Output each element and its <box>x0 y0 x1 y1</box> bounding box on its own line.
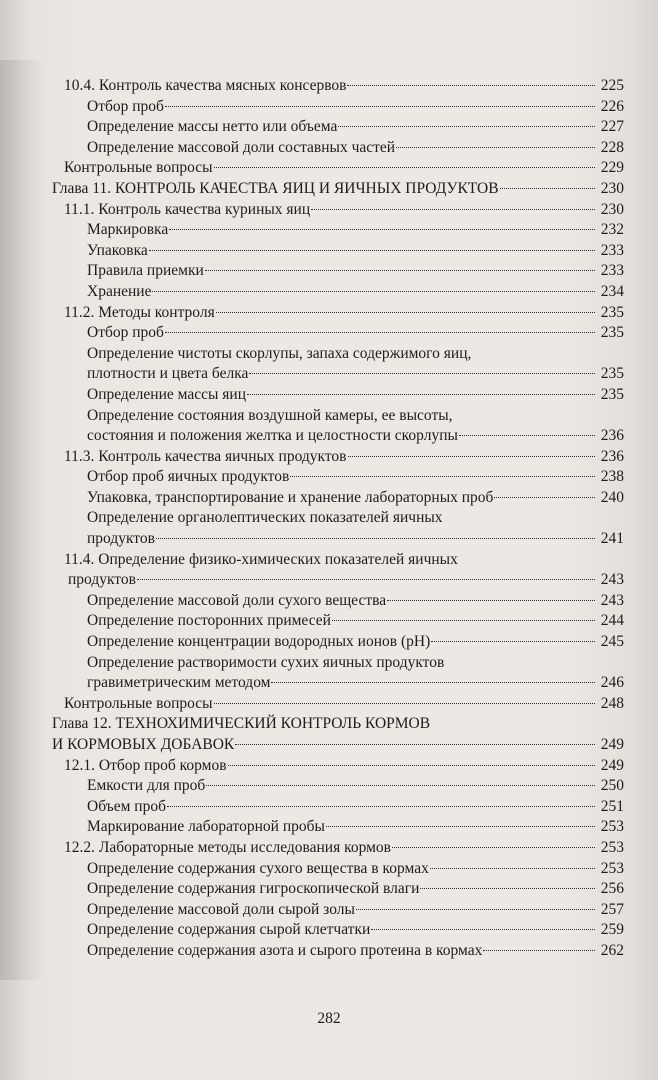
page-number: 282 <box>317 1010 341 1027</box>
toc-entry <box>0 817 658 838</box>
toc-entry-title: Определение концентрации водородных ионов (pH) <box>87 633 431 651</box>
toc-entry-title: Отбор проб <box>87 324 164 342</box>
dot-leader <box>206 785 595 786</box>
toc-entry-page: 235 <box>600 385 624 403</box>
toc-entry-title: Определение массы нетто или объема <box>87 118 338 136</box>
toc-entry-page: 253 <box>600 818 624 836</box>
toc-entry-page: 234 <box>600 282 624 300</box>
toc-entry-page: 243 <box>600 571 624 589</box>
toc-entry-page: 236 <box>600 447 624 465</box>
dot-leader <box>430 868 595 869</box>
toc-entry <box>0 467 658 488</box>
dot-leader <box>247 394 595 395</box>
toc-entry-page: 230 <box>600 200 624 218</box>
toc-entry-page: 233 <box>600 241 624 259</box>
dot-leader <box>387 600 595 601</box>
toc-entry-title: состояния и положения желтка и целостности скорлупы <box>87 427 458 445</box>
toc-entry <box>0 920 658 941</box>
table-of-contents <box>0 76 658 962</box>
toc-entry-title: продуктов <box>68 571 136 589</box>
toc-entry <box>0 261 658 282</box>
toc-entry-title: 12.1. Отбор проб кормов <box>64 756 227 774</box>
toc-entry <box>0 900 658 921</box>
toc-entry-page: 248 <box>600 694 624 712</box>
toc-entry-title: 11.2. Методы контроля <box>64 303 215 321</box>
dot-leader <box>137 579 595 580</box>
toc-entry <box>0 776 658 797</box>
toc-entry-page: 257 <box>600 900 624 918</box>
toc-entry-page: 249 <box>600 736 624 753</box>
toc-entry <box>0 344 658 385</box>
toc-entry-title: Контрольные вопросы <box>64 694 213 712</box>
toc-entry-page: 226 <box>600 97 624 115</box>
toc-entry <box>0 797 658 818</box>
toc-entry-title-line1: Определение состояния воздушной камеры, ее высоты, <box>87 406 453 424</box>
toc-entry <box>0 117 658 138</box>
toc-entry-title: Определение посторонних примесей <box>87 612 331 630</box>
toc-entry-title: Маркирование лабораторной пробы <box>87 818 325 836</box>
toc-entry <box>0 508 658 549</box>
toc-entry-title: Определение содержания азота и сырого протеина в кормах <box>87 941 483 959</box>
toc-entry-page: 259 <box>600 921 624 939</box>
dot-leader <box>420 888 595 889</box>
toc-entry <box>0 282 658 303</box>
dot-leader <box>392 847 595 848</box>
toc-entry-title: Маркировка <box>87 221 169 239</box>
toc-entry <box>0 158 658 179</box>
toc-entry <box>0 694 658 715</box>
toc-entry <box>0 611 658 632</box>
toc-entry <box>0 303 658 324</box>
toc-entry-title: Упаковка, транспортирование и хранение лабораторных проб <box>87 488 494 506</box>
toc-entry-title: 11.3. Контроль качества яичных продуктов <box>64 447 347 465</box>
toc-entry <box>0 179 658 200</box>
toc-entry <box>0 550 658 591</box>
toc-entry-title: Отбор проб яичных продуктов <box>87 468 290 486</box>
toc-entry-title: продуктов <box>87 530 155 548</box>
toc-entry <box>0 879 658 900</box>
toc-entry-page: 235 <box>600 365 624 383</box>
toc-entry-page: 250 <box>600 777 624 795</box>
toc-entry <box>0 859 658 880</box>
toc-entry-title: Правила приемки <box>87 262 204 280</box>
toc-entry-title: Глава 11. КОНТРОЛЬ КАЧЕСТВА ЯИЦ И ЯИЧНЫХ ПРОДУКТОВ <box>52 179 499 197</box>
toc-entry-title-line1: 11.4. Определение физико-химических показателей яичных <box>64 550 458 568</box>
toc-entry-title: 10.4. Контроль качества мясных консервов <box>64 77 347 94</box>
toc-entry-page: 240 <box>600 488 624 506</box>
dot-leader <box>356 909 595 910</box>
toc-entry-page: 256 <box>600 880 624 898</box>
toc-entry-page: 238 <box>600 468 624 486</box>
dot-leader <box>271 682 595 683</box>
dot-leader <box>214 703 595 704</box>
toc-entry-page: 230 <box>600 179 624 197</box>
dot-leader <box>332 620 595 621</box>
toc-entry <box>0 241 658 262</box>
dot-leader <box>500 188 595 189</box>
toc-entry <box>0 323 658 344</box>
toc-entry-title: Упаковка <box>87 241 148 259</box>
toc-entry-title-line1: Определение растворимости сухих яичных продуктов <box>87 653 445 671</box>
dot-leader <box>338 126 595 127</box>
toc-entry-page: 229 <box>600 159 624 177</box>
dot-leader <box>149 250 595 251</box>
dot-leader <box>431 641 595 642</box>
toc-entry-page: 236 <box>600 427 624 445</box>
dot-leader <box>459 435 595 436</box>
toc-entry <box>0 97 658 118</box>
toc-entry-title: Объем проб <box>87 797 166 815</box>
toc-entry-title-line1: Определение органолептических показателей яичных <box>87 509 443 527</box>
toc-entry <box>0 76 658 97</box>
toc-entry-title: 12.2. Лабораторные методы исследования кормов <box>64 838 391 856</box>
toc-entry <box>0 941 658 962</box>
toc-entry-title: Определение содержания сырой клетчатки <box>87 921 371 939</box>
toc-entry-page: 235 <box>600 324 624 342</box>
toc-entry-title: 11.1. Контроль качества куриных яиц <box>64 200 311 218</box>
toc-entry-page: 241 <box>600 530 624 548</box>
toc-entry-title-line1: Глава 12. ТЕХНОХИМИЧЕСКИЙ КОНТРОЛЬ КОРМОВ <box>52 715 431 733</box>
toc-entry-title: Определение массы яиц <box>87 385 246 403</box>
toc-entry-title: Определение содержания гигроскопической влаги <box>87 880 420 898</box>
toc-entry <box>0 714 658 755</box>
toc-entry-title: И КОРМОВЫХ ДОБАВОК <box>52 736 235 753</box>
toc-entry <box>0 756 658 777</box>
toc-entry-page: 244 <box>600 612 624 630</box>
dot-leader <box>494 497 595 498</box>
toc-entry-page: 228 <box>600 138 624 156</box>
toc-entry-page: 246 <box>600 674 624 692</box>
dot-leader <box>249 373 595 374</box>
dot-leader <box>156 538 595 539</box>
toc-entry-page: 233 <box>600 262 624 280</box>
dot-leader <box>311 209 595 210</box>
toc-entry-title: Определение содержания сухого вещества в кормах <box>87 859 429 877</box>
toc-entry <box>0 385 658 406</box>
dot-leader <box>214 167 595 168</box>
dot-leader <box>371 929 595 930</box>
toc-entry-page: 245 <box>600 633 624 651</box>
toc-entry-title: Хранение <box>87 282 152 300</box>
dot-leader <box>152 291 595 292</box>
dot-leader <box>235 744 595 745</box>
dot-leader <box>290 476 595 477</box>
dot-leader <box>396 147 595 148</box>
toc-entry-title: Отбор проб <box>87 97 164 115</box>
dot-leader <box>348 456 596 457</box>
toc-entry <box>0 447 658 468</box>
toc-entry <box>0 138 658 159</box>
dot-leader <box>483 950 595 951</box>
toc-entry-title-line1: Определение чистоты скорлупы, запаха содержимого яиц, <box>87 344 472 362</box>
toc-entry-title: Контрольные вопросы <box>64 159 213 177</box>
toc-entry-title: Определение массовой доли составных частей <box>87 138 396 156</box>
toc-entry-page: 251 <box>600 797 624 815</box>
toc-entry-page: 232 <box>600 221 624 239</box>
toc-entry <box>0 632 658 653</box>
toc-entry <box>0 488 658 509</box>
toc-entry-title: Емкости для проб <box>87 777 206 795</box>
toc-entry-title: гравиметрическим методом <box>87 674 271 692</box>
toc-entry-title: Определение массовой доли сухого вещества <box>87 591 387 609</box>
toc-entry-page: 253 <box>600 859 624 877</box>
toc-entry <box>0 220 658 241</box>
toc-entry-page: 235 <box>600 303 624 321</box>
toc-entry-page: 249 <box>600 756 624 774</box>
dot-leader <box>228 765 595 766</box>
dot-leader <box>347 85 595 86</box>
dot-leader <box>205 270 595 271</box>
toc-entry <box>0 200 658 221</box>
toc-entry-title: Определение массовой доли сырой золы <box>87 900 355 918</box>
toc-entry <box>0 406 658 447</box>
toc-entry-page: 225 <box>600 77 624 94</box>
toc-entry-page: 262 <box>600 941 624 959</box>
dot-leader <box>165 332 595 333</box>
dot-leader <box>167 806 595 807</box>
toc-entry-page: 227 <box>600 118 624 136</box>
toc-entry-page: 253 <box>600 838 624 856</box>
toc-entry-title: плотности и цвета белка <box>87 365 249 383</box>
toc-entry <box>0 838 658 859</box>
dot-leader <box>216 312 595 313</box>
toc-entry <box>0 591 658 612</box>
dot-leader <box>326 826 595 827</box>
dot-leader <box>169 229 595 230</box>
toc-entry-page: 243 <box>600 591 624 609</box>
dot-leader <box>165 106 595 107</box>
toc-entry <box>0 653 658 694</box>
